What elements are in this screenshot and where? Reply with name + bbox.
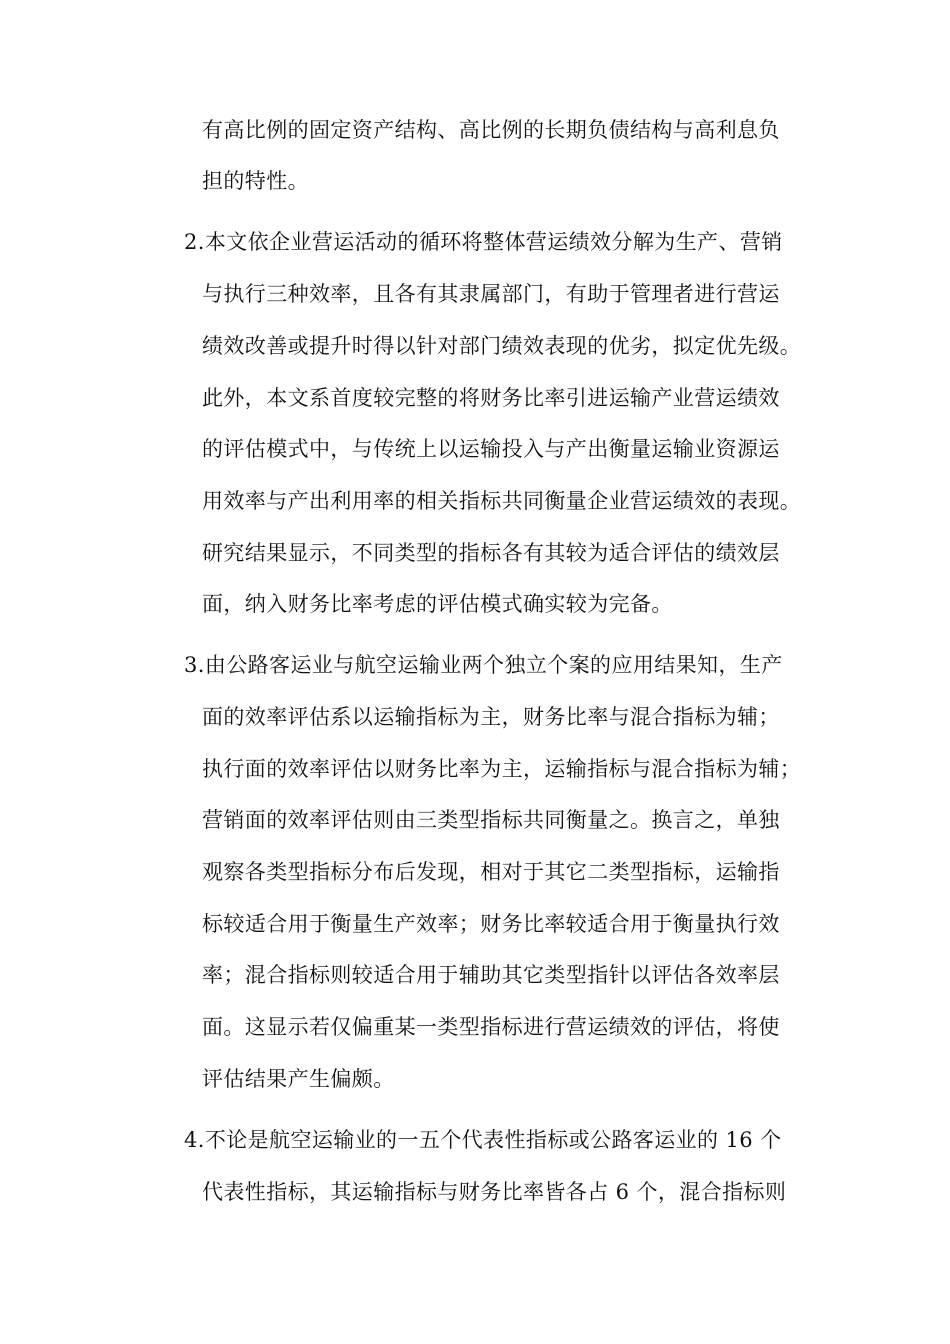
text-line: 面，纳入财务比率考虑的评估模式确实较为完备。 bbox=[202, 592, 673, 616]
text-line: 研究结果显示，不同类型的指标各有其较为适合评估的绩效层 bbox=[202, 541, 780, 565]
text-line: 用效率与产出利用率的相关指标共同衡量企业营运绩效的表现。 bbox=[202, 489, 802, 513]
text-line: 观察各类型指标分布后发现，相对于其它二类型指标，运输指 bbox=[202, 860, 780, 884]
text-line: 有高比例的固定资产结构、高比例的长期负债结构与高利息负 bbox=[202, 118, 780, 142]
text-line: 不论是航空运输业的一五个代表性指标或公路客运业的 16 个 bbox=[204, 1128, 782, 1152]
list-marker: 4. bbox=[184, 1128, 205, 1152]
text-line: 担的特性。 bbox=[202, 169, 309, 193]
text-line: 的评估模式中，与传统上以运输投入与产出衡量运输业资源运 bbox=[202, 437, 780, 461]
list-marker: 2. bbox=[184, 230, 205, 254]
list-item-2-first-line bbox=[184, 227, 783, 257]
text-line: 由公路客运业与航空运输业两个独立个案的应用结果知，生产 bbox=[204, 653, 783, 677]
text-line: 执行面的效率评估以财务比率为主，运输指标与混合指标为辅； bbox=[202, 757, 802, 781]
text-line: 绩效改善或提升时得以针对部门绩效表现的优劣，拟定优先级。 bbox=[202, 334, 802, 358]
text-line: 与执行三种效率，且各有其隶属部门，有助于管理者进行营运 bbox=[202, 282, 780, 306]
list-marker: 3. bbox=[184, 653, 205, 677]
text-line: 面的效率评估系以运输指标为主，财务比率与混合指标为辅； bbox=[202, 705, 780, 729]
list-item-4-first-line bbox=[184, 1125, 782, 1155]
text-line: 标较适合用于衡量生产效率；财务比率较适合用于衡量执行效 bbox=[202, 912, 780, 936]
list-item-3-first-line bbox=[184, 650, 783, 680]
text-line: 此外，本文系首度较完整的将财务比率引进运输产业营运绩效 bbox=[202, 386, 780, 410]
text-line: 面。这显示若仅偏重某一类型指标进行营运绩效的评估，将使 bbox=[202, 1015, 780, 1039]
text-line: 营销面的效率评估则由三类型指标共同衡量之。换言之，单独 bbox=[202, 808, 780, 832]
text-line: 评估结果产生偏颇。 bbox=[202, 1067, 395, 1091]
text-line: 代表性指标，其运输指标与财务比率皆各占 6 个，混合指标则 bbox=[202, 1180, 787, 1204]
text-line: 本文依企业营运活动的循环将整体营运绩效分解为生产、营销 bbox=[204, 230, 783, 254]
text-line: 率；混合指标则较适合用于辅助其它类型指针以评估各效率层 bbox=[202, 963, 780, 987]
